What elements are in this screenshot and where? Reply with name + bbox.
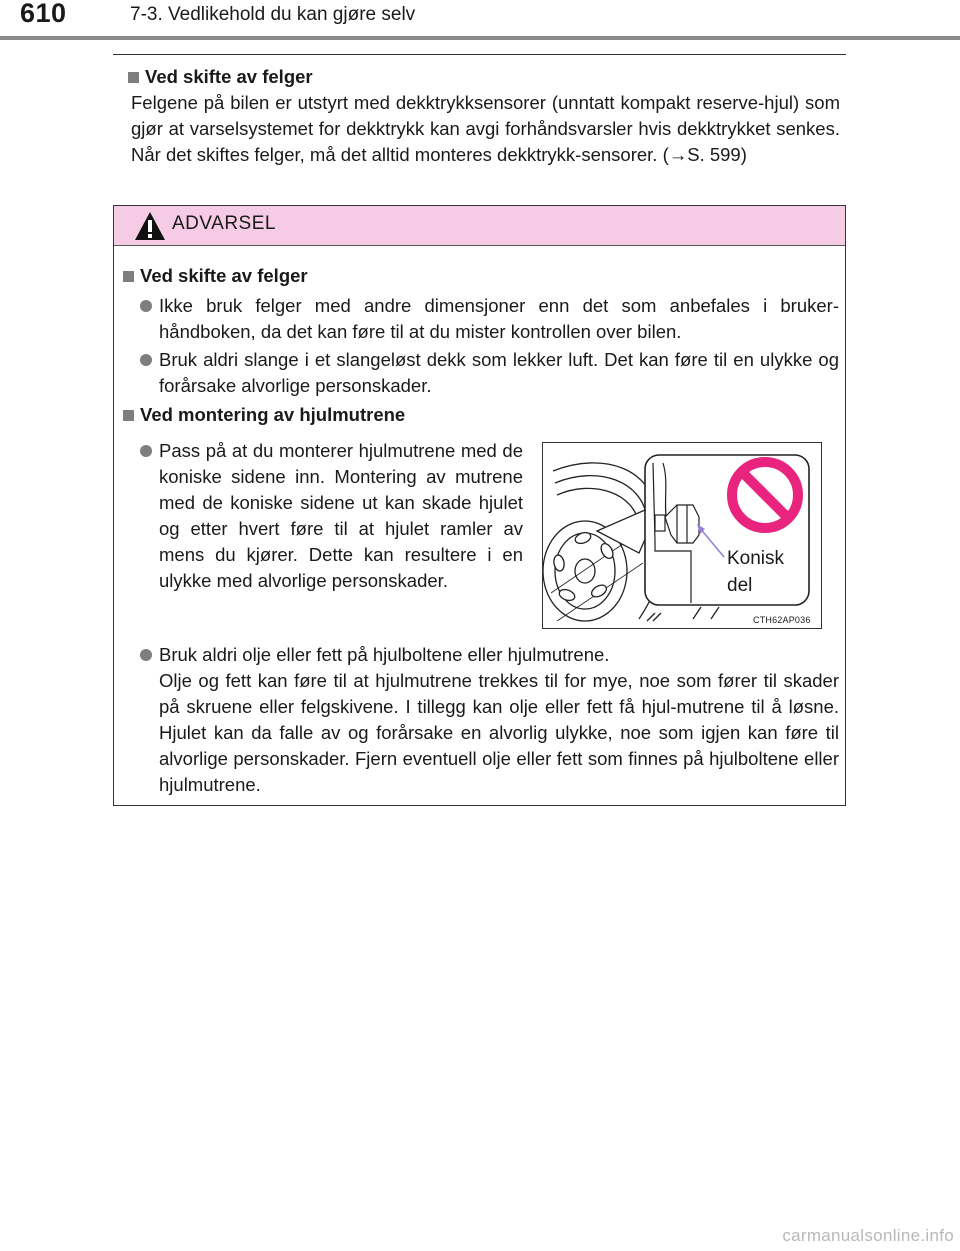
bullet-square-icon [123,271,134,282]
bullet-dot-icon [140,649,152,661]
list-item: Pass på at du monterer hjulmutrene med de koniske sidene inn. Montering av mutrene med de koniske sidene ut kan skade hjulet og etter hvert føre til at hjulet ramler av mens du kjører. Dette kan resultere i en ulykke med alvorlige personskader. [140,438,523,594]
list-item: Bruk aldri slange i et slangeløst dekk som lekker luft. Det kan føre til en ulykke og forårsake alvorlige personskader. [140,347,839,399]
list-item: Ikke bruk felger med andre dimensjoner enn det som anbefales i bruker-håndboken, da det kan føre til at du mister kontrollen over bilen. [140,293,839,345]
intro-heading: Ved skifte av felger [145,66,313,87]
intro-text: Felgene på bilen er utstyrt med dekktrykksensorer (unntatt kompakt reserve-hjul) som gjør at varselsystemet for dekktrykk kan avgi forhåndsvarsler hvis dekktrykket senkes. Når det skiftes felger, må det alltid monteres dekktrykk-sensorer. (→S. 599) [131,92,840,165]
conical-part-label: Konisk del [727,548,785,596]
bullet-square-icon [128,72,139,83]
warning-title: ADVARSEL [172,213,276,234]
list-item: Bruk aldri olje eller fett på hjulboltene eller hjulmutrene. Olje og fett kan føre til at hjulmutrene trekkes til for mye, noe som fører til skader på skruene eller felgskivene. I tillegg kan olje eller fett få hjul-mutrene til å løsne. Hjulet kan da falle av og forårsake en alvorlig ulykke, noe som igjen kan føre til alvorlige personskader. Fjern eventuell olje eller fett som finnes på hjulboltene eller hjulmutrene. [140,642,839,798]
page-header [0,0,960,42]
warning-section-2 [114,402,839,428]
content-rule [113,54,846,55]
watermark: carmanualsonline.info [782,1226,954,1245]
wheel-nut-illustration [542,442,822,629]
bullet-dot-icon [140,300,152,312]
bullet-dot-icon [140,445,152,457]
warning-triangle-icon [134,211,166,241]
chapter-title: 7-3. Vedlikehold du kan gjøre selv [130,4,416,25]
section-2-heading: Ved montering av hjulmutrene [140,404,406,425]
header-rule [0,36,960,40]
page-number: 610 [20,0,67,28]
bullet-dot-icon [140,354,152,366]
warning-header [114,206,845,246]
wheel-hub-drawing [543,443,821,628]
warning-section-1 [114,263,839,289]
illustration-code: CTH62AP036 [753,615,811,625]
intro-section [113,64,840,168]
bullet-square-icon [123,410,134,421]
section-1-heading: Ved skifte av felger [140,265,308,286]
